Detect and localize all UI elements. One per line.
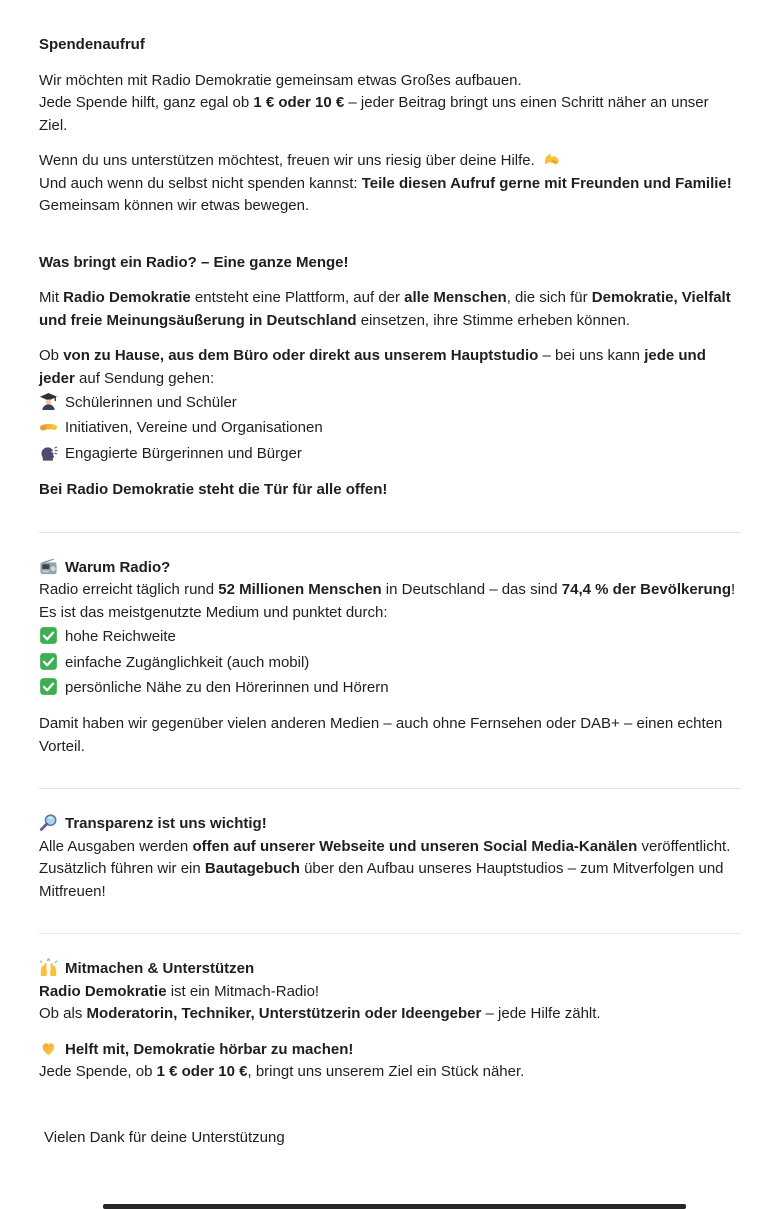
raising-hands-icon: [39, 958, 58, 977]
check-list-label: persönliche Nähe zu den Hörerinnen und Hörern: [65, 679, 389, 697]
reach-line-1: Radio erreicht täglich rund 52 Millionen Menschen in Deutschland – das sind 74,4 % der Bevölkerung!: [39, 581, 736, 599]
on-air-intro: Ob von zu Hause, aus dem Büro oder direkt aus unserem Hauptstudio – bei uns kann jede und jeder auf Sendung gehen:: [39, 347, 706, 387]
section-transparenz: [39, 813, 741, 903]
help-paragraph: [39, 1039, 741, 1084]
yellow-heart-icon: [39, 1039, 58, 1058]
intro-line-1: Wir möchten mit Radio Demokratie gemeinsam etwas Großes aufbauen.: [39, 71, 522, 89]
list-item: [39, 394, 237, 411]
section-heading: Was bringt ein Radio? – Eine ganze Menge!: [39, 253, 349, 271]
section-intro: [39, 34, 741, 218]
handshake-icon: [39, 417, 58, 436]
check-list-label: einfache Zugänglichkeit (auch mobil): [65, 653, 310, 671]
transparency-line-2: Zusätzlich führen wir ein Bautagebuch über den Aufbau unseres Hauptstudios – zum Mitverfolgen und Mitfreuen!: [39, 860, 724, 900]
support-line-2: Und auch wenn du selbst nicht spenden kannst: Teile diesen Aufruf gerne mit Freunden und Familie!: [39, 174, 732, 192]
reach-line-2: Es ist das meistgenutzte Medium und punktet durch:: [39, 603, 388, 621]
flexed-biceps-icon: [542, 150, 561, 169]
intro-paragraph: [39, 70, 741, 138]
support-paragraph: [39, 150, 741, 218]
transparency-line-1: Alle Ausgaben werden offen auf unserer Webseite und unseren Social Media-Kanälen veröffentlicht.: [39, 837, 731, 855]
list-item-label: Engagierte Bürgerinnen und Bürger: [65, 444, 302, 462]
list-item: [39, 419, 323, 436]
page-title: Spendenaufruf: [39, 36, 145, 53]
blank-line: [39, 231, 741, 252]
list-item-label: Schülerinnen und Schüler: [65, 394, 237, 411]
radio-icon: [39, 557, 58, 576]
section-warum-radio: [39, 557, 741, 759]
list-item-label: Initiativen, Vereine und Organisationen: [65, 419, 323, 437]
check-mark-icon: [39, 677, 58, 696]
support-line-3: Gemeinsam können wir etwas bewegen.: [39, 197, 310, 214]
advantage-paragraph: Damit haben wir gegenüber vielen anderen Medien – auch ohne Fernsehen oder DAB+ – einen echten Vorteil.: [39, 715, 723, 755]
section-heading: Mitmachen & Unterstützen: [65, 960, 255, 978]
divider: [39, 532, 741, 533]
help-heading-line: [39, 1041, 353, 1058]
section-heading: Warum Radio?: [65, 558, 171, 576]
open-door-statement: Bei Radio Demokratie steht die Tür für alle offen!: [39, 481, 388, 499]
help-heading: Helft mit, Demokratie hörbar zu machen!: [65, 1040, 354, 1058]
speaking-head-icon: [39, 443, 58, 462]
section-was-bringt-ein-radio: [39, 252, 741, 502]
participation-line-2: Ob als Moderatorin, Techniker, Unterstützerin oder Ideengeber – jede Hilfe zählt.: [39, 1005, 601, 1023]
blank-line: [39, 1118, 741, 1127]
check-mark-icon: [39, 652, 58, 671]
section-mitmachen: [39, 958, 741, 1084]
section-heading-line: [39, 557, 741, 580]
blank-line: [39, 1097, 741, 1118]
section-heading-line: [39, 813, 741, 836]
check-mark-icon: [39, 626, 58, 645]
section-heading: Transparenz ist uns wichtig!: [65, 815, 267, 833]
divider: [39, 788, 741, 789]
section-heading-line: [39, 960, 254, 977]
platform-paragraph: Mit Radio Demokratie entsteht eine Plattform, auf der alle Menschen, die sich für Demokratie, Vielfalt und freie Meinungsäußerung in Deutschland einsetzen, ihre Stimme erheben können.: [39, 289, 731, 329]
transparency-paragraph: [39, 836, 741, 904]
on-air-paragraph: [39, 345, 741, 466]
support-line-1: Wenn du uns unterstützen möchtest, freuen wir uns riesig über deine Hilfe.: [39, 152, 539, 169]
student-icon: [39, 392, 58, 411]
check-list-item: [39, 679, 389, 696]
intro-line-2: Jede Spende hilft, ganz egal ob 1 € oder 10 € – jeder Beitrag bringt uns einen Schritt näher an unser Ziel.: [39, 94, 709, 134]
check-list-item: [39, 654, 309, 671]
closing-thanks: Vielen Dank für deine Unterstützung: [44, 1128, 285, 1146]
check-list-label: hohe Reichweite: [65, 628, 176, 646]
magnifying-glass-icon: [39, 813, 58, 832]
reach-paragraph: [39, 579, 741, 700]
help-line: Jede Spende, ob 1 € oder 10 €, bringt uns unserem Ziel ein Stück näher.: [39, 1063, 525, 1081]
divider: [39, 933, 741, 934]
list-item: [39, 445, 302, 462]
participation-paragraph: [39, 958, 741, 1026]
bottom-bar: [103, 1204, 686, 1209]
check-list-item: [39, 628, 176, 645]
participation-line-1: Radio Demokratie ist ein Mitmach-Radio!: [39, 982, 320, 1000]
